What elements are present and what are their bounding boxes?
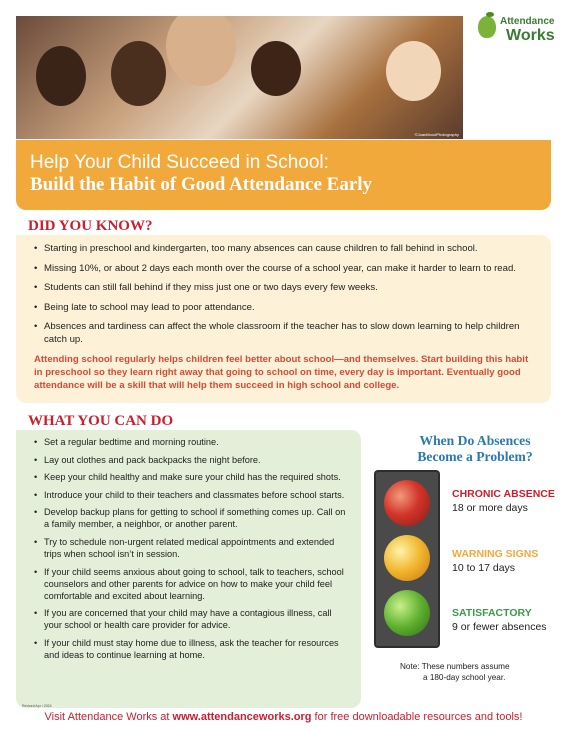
note-line1: Note: These numbers assume — [400, 662, 510, 671]
list-item: • If you are concerned that your child may have a contagious illness, call your school or health care provider for advice. — [34, 607, 351, 631]
footer — [0, 711, 567, 723]
what-you-can-do-box — [16, 430, 361, 708]
header-photo — [16, 16, 463, 139]
did-you-know-list — [34, 242, 537, 346]
logo-text-line2: Works — [506, 27, 555, 44]
revision-date: Revised Apr / 2024 — [22, 704, 52, 708]
list-item: • Keep your child healthy and make sure your child has the required shots. — [34, 471, 351, 483]
yellow-apple-icon — [384, 535, 430, 581]
list-item: • If your child seems anxious about going to school, talk to teachers, school counselors and other parents for advice on how to make your child feel comfortable and excited about learning. — [34, 566, 351, 602]
absences-title-line1: When Do Absences — [419, 433, 531, 448]
status-value: 18 or more days — [452, 502, 528, 514]
adult-figure — [166, 16, 236, 86]
apple-logo-icon — [478, 16, 496, 38]
photo-credit: ©JoanMoodPhotography — [414, 132, 459, 137]
list-item: • Try to schedule non-urgent related medical appointments and extended trips when school isn’t in session. — [34, 536, 351, 560]
list-item: • Students can still fall behind if they miss just one or two days every few weeks. — [34, 281, 537, 294]
banner-title-line2: Build the Habit of Good Attendance Early — [30, 174, 373, 195]
child-figure — [36, 46, 86, 106]
footer-text-post: for free downloadable resources and tools! — [311, 711, 523, 723]
list-item: • Being late to school may lead to poor attendance. — [34, 301, 537, 314]
attendance-note: Attending school regularly helps children feel better about school—and themselves. Start building this habit in preschool so they learn right away that going to school on time, every day is important. Eventually good attendance will be a skill that will help them succeed in high school and college. — [34, 353, 529, 391]
did-you-know-heading: DID YOU KNOW? — [28, 218, 153, 234]
chronic-absence-status — [452, 488, 562, 515]
leaf-icon — [486, 12, 494, 17]
absences-title-line2: Become a Problem? — [417, 449, 533, 464]
list-item: • Lay out clothes and pack backpacks the night before. — [34, 454, 351, 466]
attendance-works-logo — [478, 14, 558, 48]
status-label: WARNING SIGNS — [452, 548, 539, 560]
status-value: 10 to 17 days — [452, 562, 516, 574]
title-banner — [16, 140, 551, 210]
child-figure — [251, 41, 301, 96]
website-link[interactable]: www.attendanceworks.org — [172, 711, 312, 723]
list-item: • Starting in preschool and kindergarten, too many absences can cause children to fall behind in school. — [34, 242, 537, 255]
what-you-can-do-heading: WHAT YOU CAN DO — [28, 413, 174, 429]
warning-signs-status — [452, 548, 562, 575]
status-label: CHRONIC ABSENCE — [452, 488, 555, 500]
child-figure — [111, 41, 166, 106]
list-item: • Missing 10%, or about 2 days each month over the course of a school year, can make it harder to learn to read. — [34, 262, 537, 275]
what-you-can-do-list — [34, 436, 351, 661]
list-item: • Develop backup plans for getting to school if something comes up. Call on a family member, a neighbor, or another parent. — [34, 506, 351, 530]
list-item: • If your child must stay home due to illness, ask the teacher for resources and ideas to continue learning at home. — [34, 637, 351, 661]
child-figure — [386, 41, 441, 101]
green-apple-icon — [384, 590, 430, 636]
note-line2: a 180-day school year. — [423, 673, 506, 682]
status-label: SATISFACTORY — [452, 607, 532, 619]
list-item: • Set a regular bedtime and morning routine. — [34, 436, 351, 448]
footer-text-pre: Visit Attendance Works at — [44, 711, 173, 723]
red-apple-icon — [384, 480, 430, 526]
stoplight-graphic — [374, 470, 440, 648]
school-year-note — [400, 661, 560, 683]
status-value: 9 or fewer absences — [452, 621, 547, 633]
absences-title — [393, 433, 557, 465]
logo-text-line1: Attendance — [500, 16, 555, 27]
satisfactory-status — [452, 607, 562, 634]
list-item: • Introduce your child to their teachers and classmates before school starts. — [34, 489, 351, 501]
did-you-know-box — [16, 235, 551, 403]
list-item: • Absences and tardiness can affect the whole classroom if the teacher has to slow down learning to help children catch up. — [34, 320, 537, 346]
banner-title-line1: Help Your Child Succeed in School: — [30, 152, 329, 173]
